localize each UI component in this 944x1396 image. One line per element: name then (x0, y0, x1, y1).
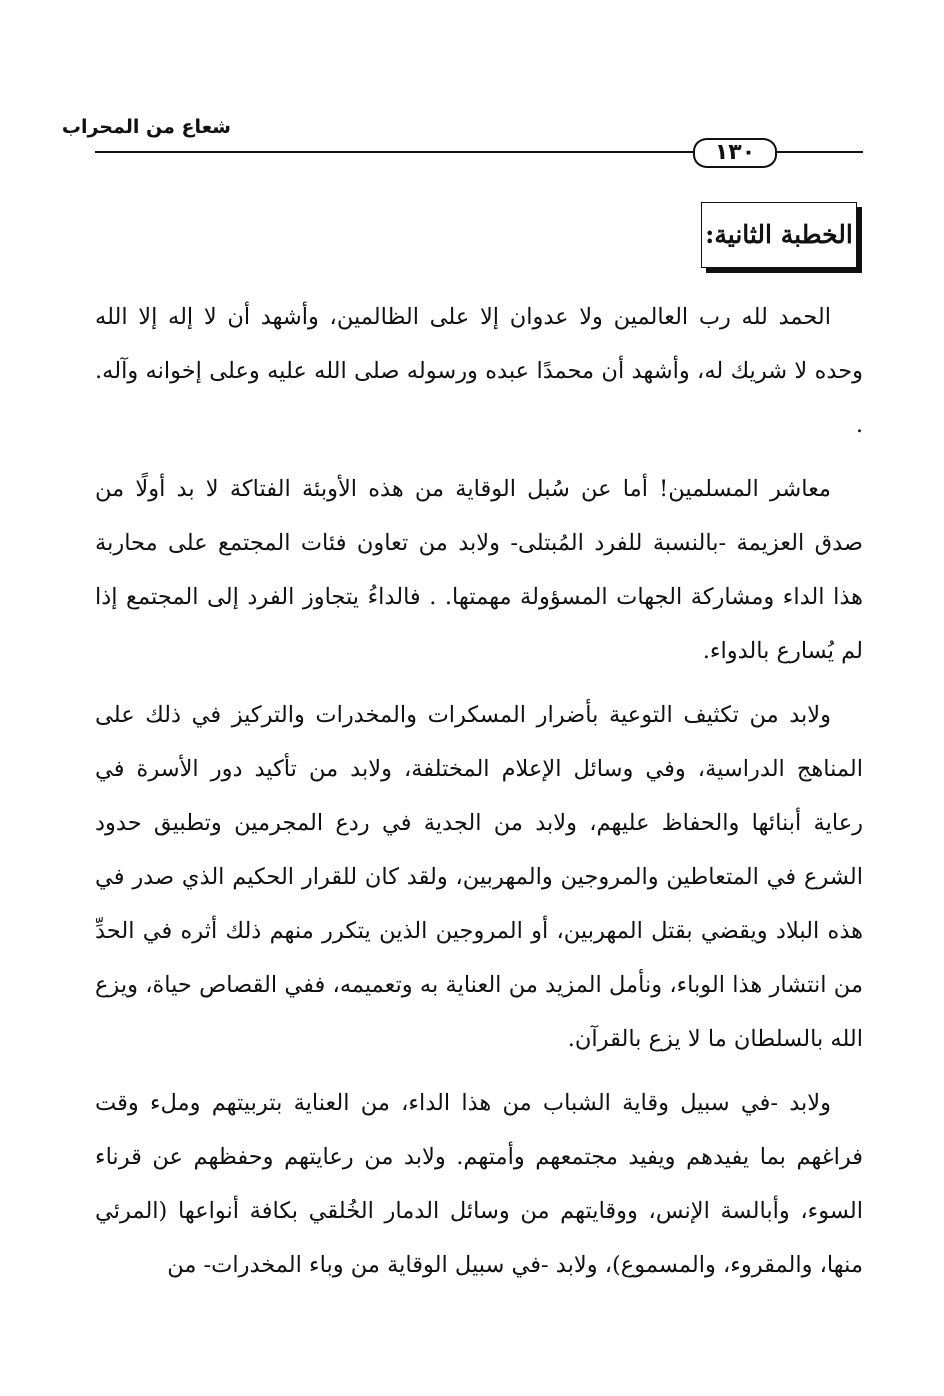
page-header (61, 110, 863, 170)
section-heading: الخطبة الثانية: (705, 220, 853, 249)
paragraph-prevention-ways: معاشر المسلمين! أما عن سُبل الوقاية من هذه الأوبئة الفتاكة لا بد أولًا من صدق العزيمة -بالنسبة للفرد المُبتلى- ولابد من تعاون فئات المجتمع على محاربة هذا الداء ومشاركة الجهات المسؤولة مهمتها. . فالداءُ يتجاوز الفرد إلى المجتمع إذا لم يُسارع بالدواء. (95, 476, 863, 664)
paragraph-awareness: ولابد من تكثيف التوعية بأضرار المسكرات والمخدرات والتركيز في ذلك على المناهج الدراسية، وفي وسائل الإعلام المختلفة، ولابد من تأكيد دور الأسرة في رعاية أبنائها والحفاظ عليهم، ولابد من الجدية في ردع المجرمين وتطبيق حدود الشرع في المتعاطين والمروجين والمهربين، ولقد كان للقرار الحكيم الذي صدر في هذه البلاد ويقضي بقتل المهربين، أو المروجين الذين يتكرر منهم ذلك أثره في الحدِّ من انتشار هذا الوباء، ونأمل المزيد من العناية به وتعميمه، ففي القصاص حياة، ويزع الله بالسلطان ما لا يزع بالقرآن. (95, 702, 863, 1052)
body-text (95, 290, 863, 1292)
running-title: شعاع من المحراب (61, 116, 231, 138)
paragraph-opening: الحمد لله رب العالمين ولا عدوان إلا على الظالمين، وأشهد أن لا إله إلا الله وحده لا شريك له، وأشهد أن محمدًا عبده ورسوله صلى الله عليه وعلى إخوانه وآله. . (95, 304, 863, 438)
page-number: ١٣٠ (693, 138, 777, 168)
section-heading-box (701, 202, 857, 268)
paragraph-youth: ولابد -في سبيل وقاية الشباب من هذا الداء، من العناية بتربيتهم وملء وقت فراغهم بما يفيدهم ويفيد مجتمعهم وأمتهم. ولابد من رعايتهم وحفظهم عن قرناء السوء، وأبالسة الإنس، ووقايتهم من وسائل الدمار الخُلقي بكافة أنواعها (المرئي منها، والمقروء، والمسموع)، ولابد -في سبيل الوقاية من وباء المخدرات- من (95, 1090, 863, 1278)
